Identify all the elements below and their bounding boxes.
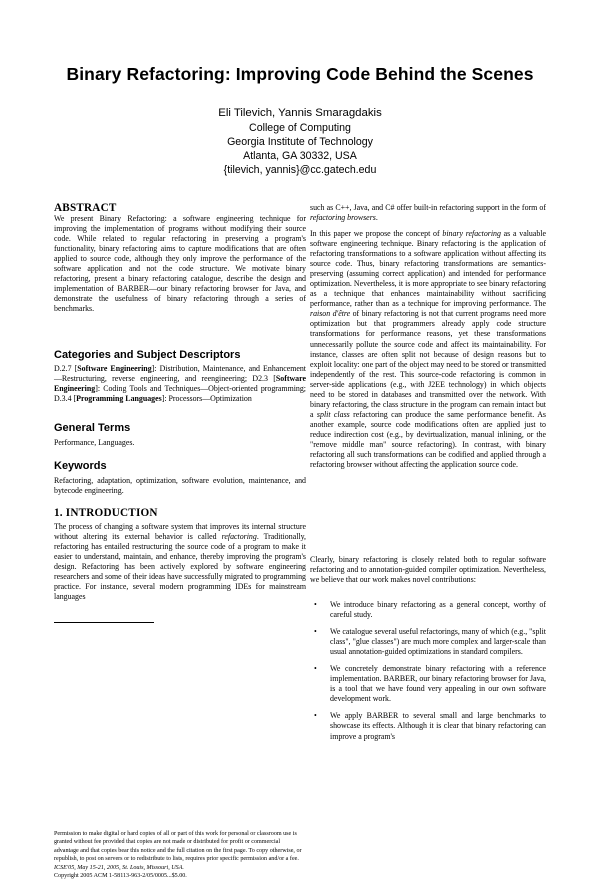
affiliation-line-1: College of Computing bbox=[249, 122, 351, 134]
abstract-heading: ABSTRACT bbox=[54, 202, 117, 214]
binary-refactoring-paragraph: In this paper we propose the concept of binary refactoring as a valuable software engineering technique. Binary refactoring is the application of refactoring transformations to a software application without affecting its source code. Thus, binary refactoring transformations are semantics-preserving (assuming correct application) and intended for performance optimization. Nevertheless, it is more appropriate to see binary refactoring as a technique that enhances maintainability without sacrificing performance, rather than as a technique for improving performance. The raison d'être of binary refactoring is not that current programs need more optimization but that programmers already apply code structure transformations for performance reasons, yet these transformations unnecessarily pollute the source code and affect its maintainability. For instance, classes are often split not because of design reasons but to exploit locality: one part of the object may need to be stored or transmitted independently of the rest. This source-code refactoring is common in server-side applications (e.g., with J2EE technology) in which objects need to be stored in databases and transmitted over the network. With binary refactoring, the class structure in the program can remain intact but a split class refactoring can produce the same performance benefit. As another example, source code modifications often are applied just to reduce indirection cost (e.g., by devirtualization, manual inlining, or the "remove middle man" source refactoring). In contrast, with binary refactoring all such transformations can be codified and applied through a refactoring browser without affecting the application source code. bbox=[310, 229, 547, 470]
author-names: Eli Tilevich, Yannis Smaragdakis bbox=[218, 107, 382, 119]
list-item: • We apply BARBER to several small and large benchmarks to showcase its effects. Although it is clear that binary refactoring can improve a program's bbox=[314, 711, 546, 741]
bullet-glyph: • bbox=[314, 627, 317, 637]
author-email: {tilevich, yannis}@cc.gatech.edu bbox=[223, 164, 377, 176]
footnote-rule bbox=[54, 622, 154, 623]
permission-notice: Permission to make digital or hard copies of all or part of this work for personal or classroom use is granted without fee provided that copies are not made or distributed for profit or commercial advantage and that copies bear this notice and the full citation on the first page. To copy otherwise, or republish, to post on servers or to redistribute to lists, requires prior specific permission and/or a fee. bbox=[54, 831, 302, 863]
copyright-footnote bbox=[54, 830, 306, 880]
intro-continued: such as C++, Java, and C# offer built-in refactoring support in the form of refactoring browsers. bbox=[310, 203, 546, 223]
copyright-line: Copyright 2005 ACM 1-58113-963-2/05/0005...$5.00. bbox=[54, 873, 187, 880]
categories-text: D.2.7 [Software Engineering]: Distribution, Maintenance, and Enhancement—Restructuring, reverse engineering, and reengineering; D2.3 [Software Engineering]: Coding Tools and Techniques—Object-oriented programming; D.3.4 [Programming Languages]: Processors—Optimization bbox=[54, 364, 306, 404]
keywords-text: Refactoring, adaptation, optimization, software evolution, maintenance, and bytecode engineering. bbox=[54, 476, 306, 496]
categories-heading: Categories and Subject Descriptors bbox=[54, 349, 241, 361]
affiliation-line-3: Atlanta, GA 30332, USA bbox=[243, 150, 357, 162]
paper-title: Binary Refactoring: Improving Code Behind the Scenes bbox=[66, 64, 534, 84]
contributions-intro: Clearly, binary refactoring is closely related both to regular software refactoring and to annotation-guided compiler optimization. Nevertheless, we believe that our work makes novel contributions: bbox=[310, 555, 546, 585]
introduction-heading: 1. INTRODUCTION bbox=[54, 507, 158, 519]
general-terms-heading: General Terms bbox=[54, 422, 131, 434]
abstract-text: We present Binary Refactoring: a software engineering technique for improving the implementation of programs without modifying their source code. While related to regular refactoring in preserving a program's functionality, binary refactoring aims to capture modifications that are often applied to source code, although they only improve the performance of the software application and not the code structure. We motivate binary refactoring, present a binary refactoring catalogue, describe the design and implementation of BARBER—our binary refactoring browser for Java, and demonstrate the usefulness of binary refactoring through a series of benchmarks. bbox=[54, 214, 306, 314]
author-block bbox=[0, 106, 600, 177]
introduction-text: The process of changing a software system that improves its internal structure without altering its external behavior is called refactoring. Traditionally, refactoring has entailed restructuring the source code of a program to make it easier to understand, maintain, and enhance, thereby improving the program's design. Refactoring has been actively explored by software engineering researchers and some of their ideas have successfully migrated to programming practice. For instance, several modern programming IDEs for mainstream languages bbox=[54, 522, 306, 602]
list-item: • We introduce binary refactoring as a general concept, worthy of careful study. bbox=[314, 600, 546, 620]
list-item: • We concretely demonstrate binary refactoring with a reference implementation. BARBER, our binary refactoring browser for Java, is a tool that we have found very appealing in our own software development work. bbox=[314, 664, 546, 704]
bullet-glyph: • bbox=[314, 664, 317, 674]
contributions-list bbox=[310, 600, 546, 749]
bullet-glyph: • bbox=[314, 711, 317, 721]
keywords-heading: Keywords bbox=[54, 460, 107, 472]
venue-line: ICSE'05, May 15-21, 2005, St. Louis, Missouri, USA. bbox=[54, 864, 184, 871]
affiliation-line-2: Georgia Institute of Technology bbox=[227, 136, 373, 148]
list-item: • We catalogue several useful refactorings, many of which (e.g., "split class", "glue classes") are much more complex and larger-scale than usual annotation-guided optimizations in standard compilers. bbox=[314, 627, 546, 657]
bullet-glyph: • bbox=[314, 600, 317, 609]
general-terms-text: Performance, Languages. bbox=[54, 438, 135, 447]
